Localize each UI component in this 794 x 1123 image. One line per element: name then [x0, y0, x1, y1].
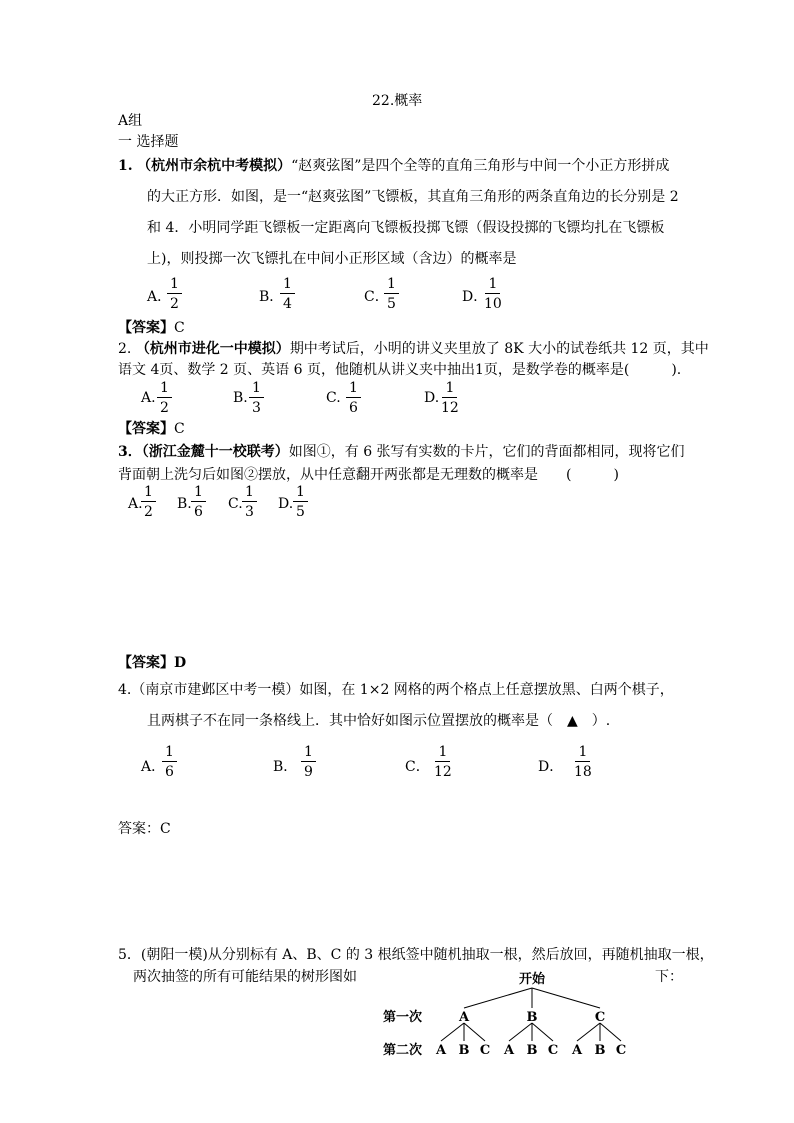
q3-text-1: 如图①，有 6 张写有实数的卡片，它们的背面都相同，现将它们: [288, 444, 685, 460]
page-title: 22.概率: [372, 93, 423, 109]
tree-second-a-a: A: [435, 1043, 447, 1058]
q2-number: 2.: [118, 341, 132, 357]
q1-source: （杭州市余杭中考模拟）: [137, 158, 292, 174]
q3-text-2: 背面朝上洗匀后如图②摆放，从中任意翻开两张都是无理数的概率是 ( ): [118, 467, 619, 483]
q1-option-b-fraction: $\frac{1}{4}$: [280, 277, 295, 311]
tree-second-c-a: A: [571, 1043, 583, 1058]
tree-first-a: A: [458, 1010, 470, 1025]
q4-option-d-label: D．: [538, 759, 564, 775]
branch-a-c: [464, 1023, 485, 1041]
branch-b-a: [509, 1023, 532, 1041]
q4-option-a-label: A．: [141, 759, 166, 775]
tree-second-c-c: C: [615, 1043, 627, 1058]
q3-answer: 【答案】D: [118, 655, 187, 671]
branch-a-a: [441, 1023, 464, 1041]
q2-option-b-fraction: $\frac{1}{3}$: [249, 381, 264, 415]
q1-answer: 【答案】C: [118, 320, 185, 336]
group-label: A组: [118, 113, 143, 129]
tree-second-a-b: B: [458, 1043, 470, 1058]
q2-text-1: 期中考试后，小明的讲义夹里放了 8K 大小的试卷纸共 12 页，其中: [289, 341, 709, 357]
q4-answer: 答案：C: [118, 821, 171, 837]
q1-option-c-fraction: $\frac{1}{5}$: [384, 277, 399, 311]
q4-text-1: 4.（南京市建邺区中考一模）如图，在 1×2 网格的两个格点上任意摆放黑、白两个棋子，: [118, 682, 674, 698]
q4-text-2: 且两棋子不在同一条格线上．其中恰好如图示位置摆放的概率是（ ▲ ）.: [147, 713, 611, 729]
q2-option-d-label: D.: [424, 390, 440, 406]
tree-first-b: B: [526, 1010, 538, 1025]
branch-root-a: [464, 988, 532, 1008]
q3-source: （浙江金麓十一校联考）: [141, 444, 289, 460]
q3-option-a-label: A.: [128, 496, 143, 512]
tree-second-a-c: C: [479, 1043, 491, 1058]
q4-option-c-fraction: $\frac{1}{12}$: [434, 744, 452, 780]
q2-answer: 【答案】C: [118, 421, 185, 437]
q3-line1: [118, 441, 685, 461]
q1-text-4: 上)，则投掷一次飞镖扎在中间小正形区域（含边）的概率是: [147, 251, 517, 267]
q3-option-a-fraction: $\frac{1}{2}$: [141, 485, 156, 519]
q1-number: 1.: [118, 158, 133, 174]
tree-root: 开始: [518, 972, 546, 987]
q4-option-d-fraction: $\frac{1}{18}$: [574, 744, 592, 780]
q3-option-b-label: B.: [177, 496, 192, 512]
q1-text-3: 和 4．小明同学距飞镖板一定距离向飞镖板投掷飞镖（假设投掷的飞镖均扎在飞镖板: [147, 220, 665, 236]
q1-text-2: 的大正方形．如图，是一“赵爽弦图”飞镖板，其直角三角形的两条直角边的长分别是 2: [147, 189, 679, 205]
q1-option-c-label: C．: [364, 289, 389, 305]
q1-option-d-fraction: $\frac{1}{10}$: [484, 276, 502, 312]
q5-text-1: 5．(朝阳一模)从分别标有 A、B、C 的 3 根纸签中随机抽取一根，然后放回，再随机抽取一根，: [118, 947, 714, 963]
tree-first-c: C: [594, 1010, 606, 1025]
q1-text-1: “赵爽弦图”是四个全等的直角三角形与中间一个小正方形拼成: [291, 158, 670, 174]
section-heading: 一 选择题: [118, 134, 179, 150]
q2-option-c-label: C.: [326, 390, 341, 406]
branch-root-c: [532, 988, 600, 1008]
tree-second-b-c: C: [547, 1043, 559, 1058]
probability-tree-diagram: [370, 968, 650, 1060]
q4-option-c-label: C．: [405, 759, 430, 775]
tree-second-b-b: B: [526, 1043, 538, 1058]
q5-text-2: 两次抽签的所有可能结果的树形图如: [133, 969, 357, 985]
q3-number: 3．: [118, 444, 142, 460]
q1-option-d-label: D．: [462, 289, 488, 305]
tree-second-b-a: A: [503, 1043, 515, 1058]
q2-text-2: 语文 4页、数学 2 页、英语 6 页，他随机从讲义夹中抽出1页，是数学卷的概率是( ).: [118, 362, 682, 378]
branch-c-c: [600, 1023, 621, 1041]
q4-option-b-fraction: $\frac{1}{9}$: [301, 745, 316, 779]
q4-option-b-label: B．: [273, 759, 298, 775]
q2-option-d-fraction: $\frac{1}{12}$: [441, 380, 459, 416]
q3-option-d-fraction: $\frac{1}{5}$: [293, 485, 308, 519]
q4-option-a-fraction: $\frac{1}{6}$: [162, 745, 177, 779]
q3-option-b-fraction: $\frac{1}{6}$: [191, 485, 206, 519]
q2-source: （杭州市进化一中模拟）: [135, 341, 290, 357]
q5-text-2-end: 下：: [655, 969, 683, 985]
q1-option-a-label: A．: [147, 289, 172, 305]
branch-c-a: [577, 1023, 600, 1041]
q2-option-a-label: A.: [141, 390, 156, 406]
q3-option-c-fraction: $\frac{1}{3}$: [242, 485, 257, 519]
q2-line1: [118, 338, 709, 358]
q3-option-c-label: C.: [228, 496, 243, 512]
q2-option-c-fraction: $\frac{1}{6}$: [346, 381, 361, 415]
branch-b-c: [532, 1023, 553, 1041]
q1-option-a-fraction: $\frac{1}{2}$: [167, 277, 182, 311]
tree-row1-label: 第一次: [383, 1010, 423, 1025]
q1-line1: [118, 155, 669, 175]
q2-option-b-label: B.: [233, 390, 248, 406]
tree-row2-label: 第二次: [383, 1043, 423, 1058]
q3-option-d-label: D.: [278, 496, 294, 512]
q2-option-a-fraction: $\frac{1}{2}$: [157, 381, 172, 415]
tree-second-c-b: B: [594, 1043, 606, 1058]
q1-option-b-label: B．: [259, 289, 284, 305]
